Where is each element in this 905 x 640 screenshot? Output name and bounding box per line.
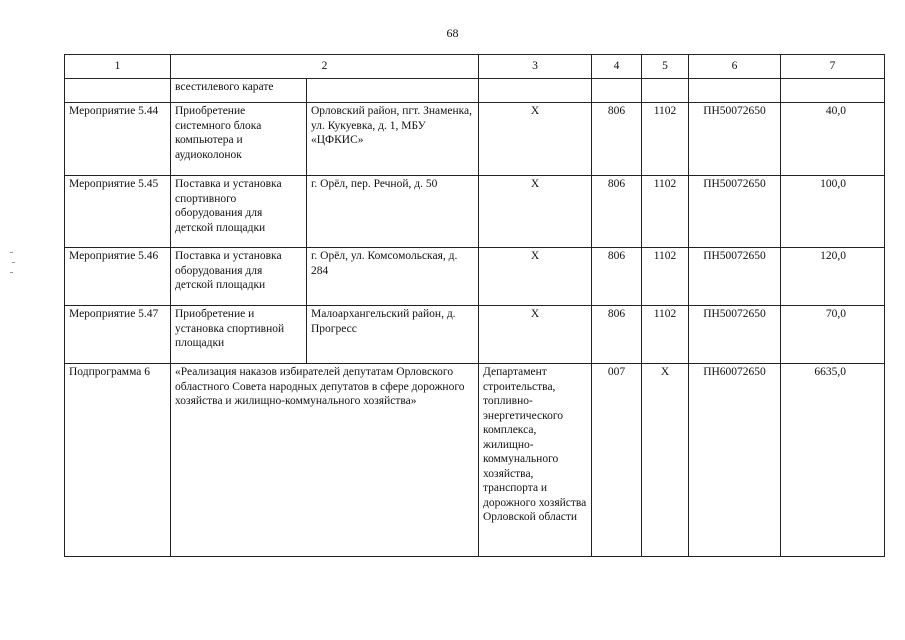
cell-title: Приобретение системного блока компьютера и аудиоколонок (171, 103, 307, 176)
header-cell: 4 (592, 55, 642, 79)
cell-amount: 70,0 (781, 306, 885, 364)
cell-executor: Х (479, 176, 592, 248)
cell-rzpr: 1102 (642, 306, 689, 364)
cell-csr: ПН50072650 (689, 248, 781, 306)
header-cell: 7 (781, 55, 885, 79)
cell-place: Орловский район, пгт. Знаменка, ул. Кукуевка, д. 1, МБУ «ЦФКИС» (307, 103, 479, 176)
cell-name: Мероприятие 5.45 (65, 176, 171, 248)
table-row (65, 364, 885, 557)
cell-executor: Департамент строительства, топливно-энергетического комплекса, жилищно-коммунального хозяйства, транспорта и дорожного хозяйства Орловской области (479, 364, 592, 557)
cell-title: Приобретение и установка спортивной площадки (171, 306, 307, 364)
cell-grbs: 806 (592, 306, 642, 364)
table-row (65, 79, 885, 103)
cell-place (307, 79, 479, 103)
cell-executor (479, 79, 592, 103)
cell-place: Малоархангельский район, д. Прогресс (307, 306, 479, 364)
cell-csr: ПН50072650 (689, 176, 781, 248)
scan-mark (10, 252, 13, 253)
page-number: 68 (446, 26, 459, 40)
cell-place: г. Орёл, пер. Речной, д. 50 (307, 176, 479, 248)
table-row (65, 176, 885, 248)
cell-grbs (592, 79, 642, 103)
header-cell: 1 (65, 55, 171, 79)
scan-mark (12, 262, 15, 263)
header-cell: 5 (642, 55, 689, 79)
cell-amount (781, 79, 885, 103)
cell-title: всестилевого карате (171, 79, 307, 103)
cell-name: Мероприятие 5.47 (65, 306, 171, 364)
cell-csr (689, 79, 781, 103)
cell-executor: Х (479, 248, 592, 306)
header-row (65, 55, 885, 79)
header-cell: 6 (689, 55, 781, 79)
cell-name (65, 79, 171, 103)
cell-amount: 100,0 (781, 176, 885, 248)
cell-amount: 120,0 (781, 248, 885, 306)
cell-place: г. Орёл, ул. Комсомольская, д. 284 (307, 248, 479, 306)
header-cell: 3 (479, 55, 592, 79)
cell-grbs: 806 (592, 248, 642, 306)
cell-rzpr: 1102 (642, 176, 689, 248)
cell-csr: ПН50072650 (689, 306, 781, 364)
cell-executor: Х (479, 306, 592, 364)
budget-table (64, 54, 885, 557)
cell-rzpr: 1102 (642, 103, 689, 176)
cell-title: Поставка и установка спортивного оборудования для детской площадки (171, 176, 307, 248)
cell-rzpr (642, 79, 689, 103)
cell-executor: Х (479, 103, 592, 176)
cell-rzpr: 1102 (642, 248, 689, 306)
cell-amount: 40,0 (781, 103, 885, 176)
table-row (65, 248, 885, 306)
cell-rzpr: Х (642, 364, 689, 557)
cell-csr: ПН50072650 (689, 103, 781, 176)
table-row (65, 306, 885, 364)
cell-name: Подпрограмма 6 (65, 364, 171, 557)
scan-mark (10, 272, 13, 273)
cell-grbs: 007 (592, 364, 642, 557)
cell-grbs: 806 (592, 103, 642, 176)
cell-grbs: 806 (592, 176, 642, 248)
table-row (65, 103, 885, 176)
cell-csr: ПН60072650 (689, 364, 781, 557)
cell-name: Мероприятие 5.44 (65, 103, 171, 176)
cell-title: «Реализация наказов избирателей депутатам Орловского областного Совета народных депутатов в сфере дорожного хозяйства и жилищно-коммунального хозяйства» (171, 364, 479, 557)
cell-amount: 6635,0 (781, 364, 885, 557)
cell-title: Поставка и установка оборудования для детской площадки (171, 248, 307, 306)
cell-name: Мероприятие 5.46 (65, 248, 171, 306)
header-cell: 2 (171, 55, 479, 79)
